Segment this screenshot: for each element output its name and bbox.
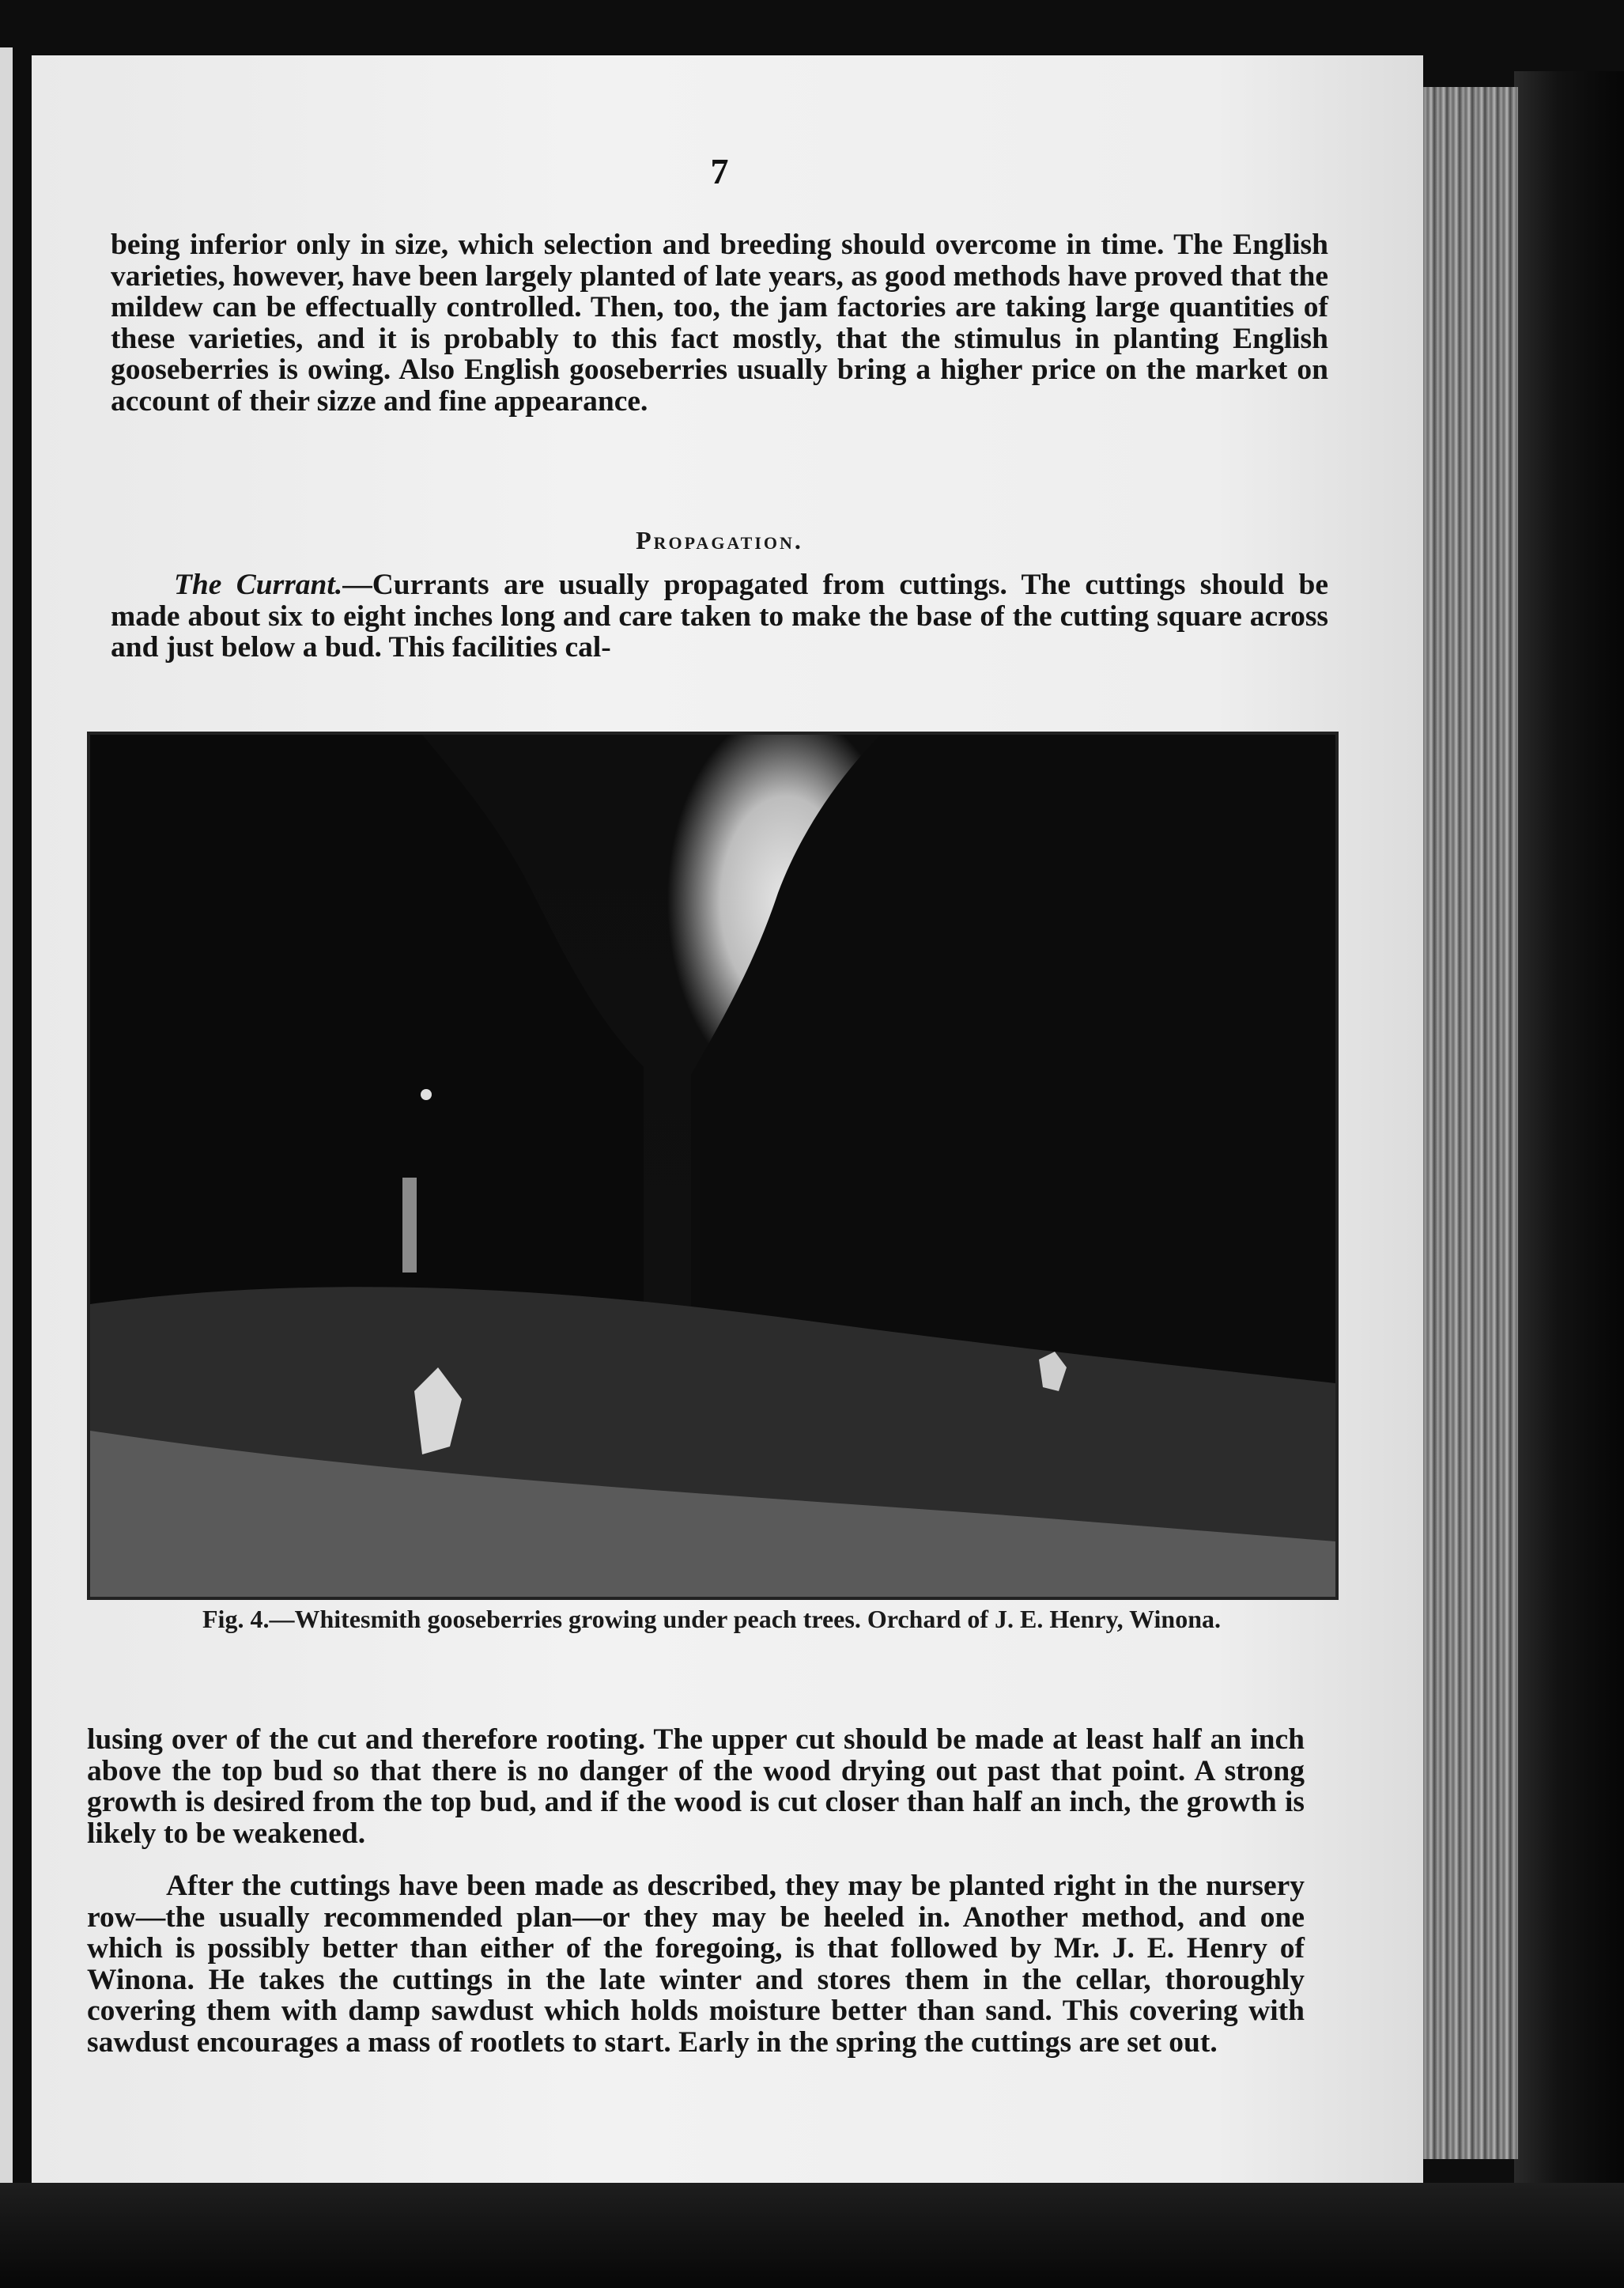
page-number: 7: [710, 151, 729, 191]
figure-photograph-orchard: [87, 732, 1339, 1600]
orchard-photo-illustration: [90, 735, 1335, 1597]
scan-bottom-edge: [0, 2183, 1624, 2288]
paragraph-cutting-technique: lusing over of the cut and therefore rooting. The upper cut should be made at least half an inch above the top bud so that there is no danger of the wood drying out past that point. A strong growth is desired from the top bud, and if the wood is cut closer than half an inch, the growth is likely to be weakened.: [87, 1723, 1305, 1850]
paragraph-currant-propagation: [111, 569, 1328, 664]
book-spine-shadow: [1514, 71, 1624, 2191]
section-heading-propagation: Propagation.: [636, 526, 803, 554]
paragraph-lead-currant: The Currant.: [174, 569, 343, 601]
paragraph-currant-body: —Currants are usually propagated from cuttings. The cuttings should be made about six to eight inches long and care taken to make the base of the cutting square across and just below a bud. This facilities cal-: [111, 569, 1328, 664]
adjacent-page-edge: [0, 47, 13, 2183]
paragraph-planting-methods: After the cuttings have been made as described, they may be planted right in the nursery row—the usually recommended plan—or they may be heeled in. Another method, and one which is possibly better than either of the foregoing, is that followed by Mr. J. E. Henry of Winona. He takes the cuttings in the late winter and stores them in the cellar, thoroughly covering them with damp sawdust which holds moisture better than sand. This covering with sawdust encourages a mass of rootlets to start. Early in the spring the cuttings are set out.: [87, 1870, 1305, 2059]
figure-caption: Fig. 4.—Whitesmith gooseberries growing under peach trees. Orchard of J. E. Henry, Winona.: [202, 1605, 1221, 1633]
paragraph-gooseberry-varieties: being inferior only in size, which selection and breeding should overcome in time. The English varieties, however, have been largely planted of late years, as good methods have proved that the mildew can be effectually controlled. Then, too, the jam factories are taking large quantities of these varieties, and it is probably to this fact mostly, that the stimulus in planting English gooseberries is owing. Also English gooseberries usually bring a higher price on the market on account of their sizze and fine appearance.: [111, 229, 1328, 418]
